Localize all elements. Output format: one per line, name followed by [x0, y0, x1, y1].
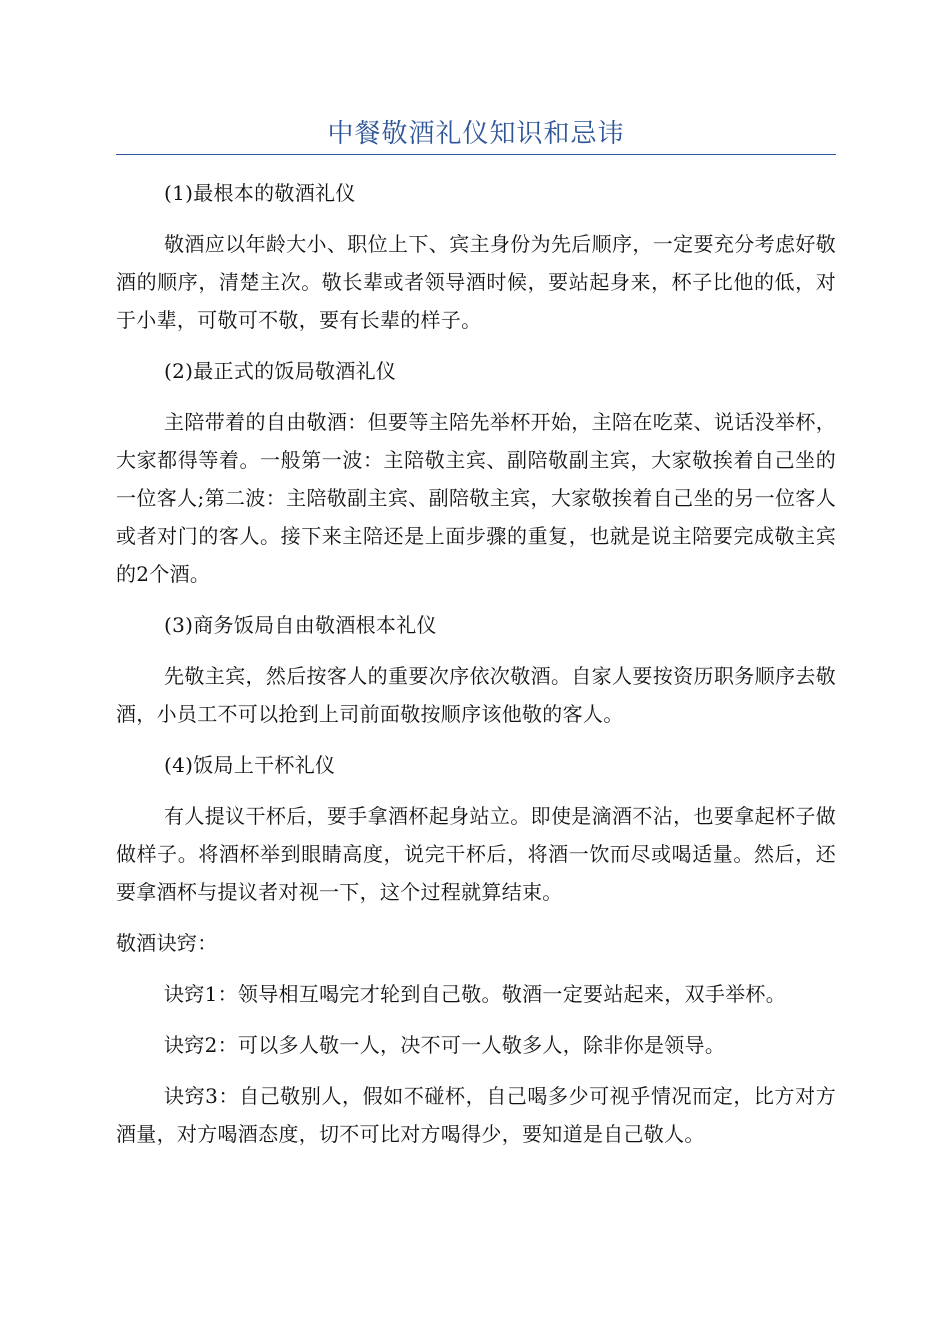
tip-paragraph-2: 诀窍2：可以多人敬一人，决不可一人敬多人，除非你是领导。: [164, 1033, 726, 1057]
title-divider: [116, 154, 836, 155]
section-paragraph-1: 敬酒应以年龄大小、职位上下、宾主身份为先后顺序，一定要充分考虑好敬酒的顺序，清楚主次。敬长辈或者领导酒时候，要站起身来，杯子比他的低，对于小辈，可敬可不敬，要有长辈的样子。: [116, 232, 836, 332]
section-heading-1: (1)最根本的敬酒礼仪: [164, 181, 356, 205]
document-body: [116, 174, 836, 1166]
section-paragraph-4: 有人提议干杯后，要手拿酒杯起身站立。即使是滴酒不沾，也要拿起杯子做做样子。将酒杯举到眼睛高度，说完干杯后，将酒一饮而尽或喝适量。然后，还要拿酒杯与提议者对视一下，这个过程就算结束。: [116, 804, 836, 904]
tips-heading: 敬酒诀窍：: [116, 931, 218, 955]
section-heading-2: (2)最正式的饭局敬酒礼仪: [164, 359, 397, 383]
tip-paragraph-1: 诀窍1：领导相互喝完才轮到自己敬。敬酒一定要站起来，双手举杯。: [164, 982, 787, 1006]
section-paragraph-3: 先敬主宾，然后按客人的重要次序依次敬酒。自家人要按资历职务顺序去敬酒，小员工不可以抢到上司前面敬按顺序该他敬的客人。: [116, 664, 836, 726]
section-heading-4: (4)饭局上干杯礼仪: [164, 753, 336, 777]
section-heading-3: (3)商务饭局自由敬酒根本礼仪: [164, 613, 437, 637]
section-paragraph-2: 主陪带着的自由敬酒：但要等主陪先举杯开始，主陪在吃菜、说话没举杯，大家都得等着。一般第一波：主陪敬主宾、副陪敬副主宾，大家敬挨着自己坐的一位客人;第二波：主陪敬副主宾、副陪敬主宾，大家敬挨着自己坐的另一位客人或者对门的客人。接下来主陪还是上面步骤的重复，也就是说主陪要完成敬主宾的2个酒。: [116, 410, 836, 586]
document-title: 中餐敬酒礼仪知识和忌讳: [327, 119, 625, 149]
tip-paragraph-3: 诀窍3：自己敬别人，假如不碰杯，自己喝多少可视乎情况而定，比方对方酒量，对方喝酒态度，切不可比对方喝得少，要知道是自己敬人。: [116, 1084, 836, 1146]
